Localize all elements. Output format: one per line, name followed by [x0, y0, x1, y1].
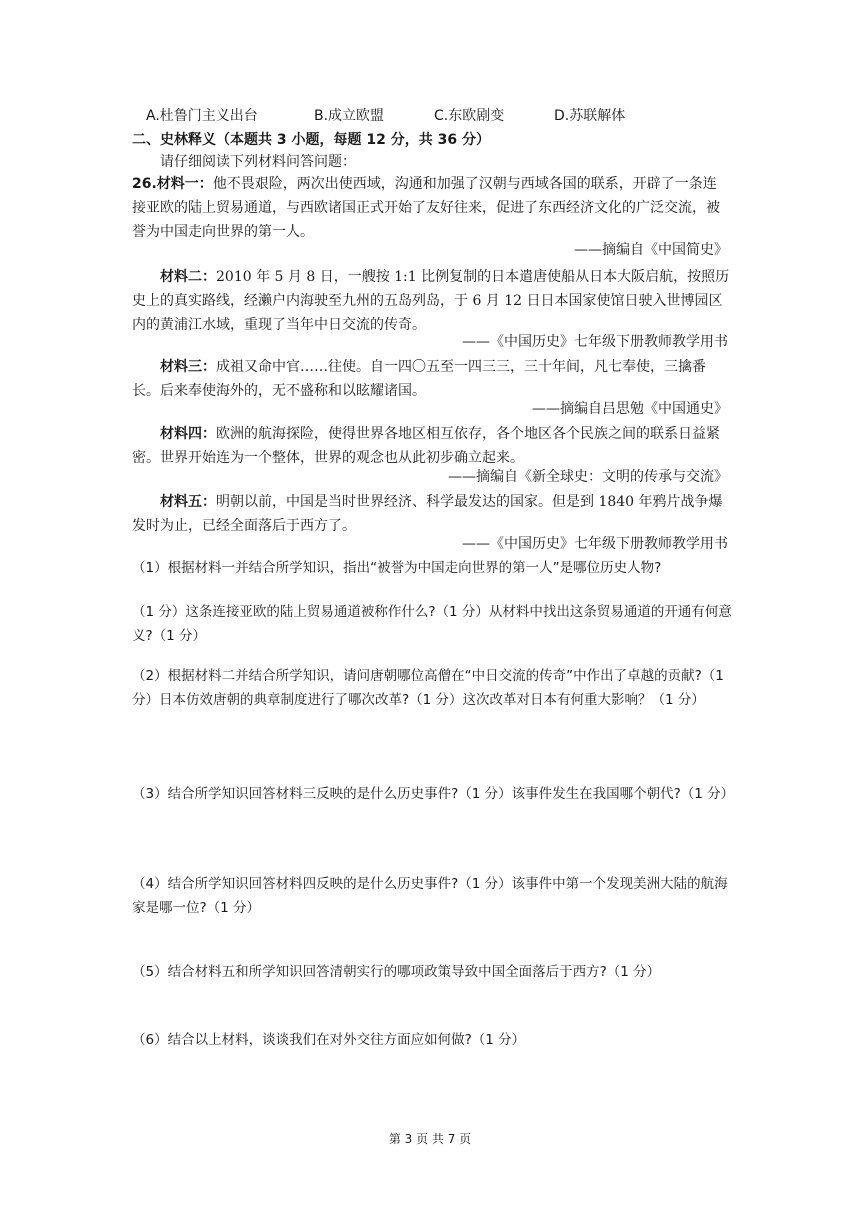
option-a: A.杜鲁门主义出台 — [146, 108, 258, 124]
material-five-label: 材料五： — [160, 494, 216, 510]
question-4: （4）结合所学知识回答材料四反映的是什么历史事件?（1 分）该事件中第一个发现美洲大陆的航海家是哪一位?（1 分） — [132, 876, 728, 916]
option-d: D.苏联解体 — [554, 108, 626, 124]
material-two-label: 材料二： — [160, 269, 216, 285]
question-1: （1）根据材料一并结合所学知识，指出“被誉为中国走向世界的第一人”是哪位历史人物? — [132, 560, 662, 576]
page-footer: 第 3 页 共 7 页 — [388, 1132, 472, 1146]
material-five-text: 明朝以前，中国是当时世界经济、科学最发达的国家。但是到 1840 年鸦片战争爆发时为止，已经全面落后于西方了。 — [132, 494, 723, 534]
material-five — [132, 490, 730, 538]
question-6: （6）结合以上材料，谈谈我们在对外交往方面应如何做?（1 分） — [132, 1032, 526, 1048]
material-four-label: 材料四： — [160, 426, 216, 442]
material-three-source: ——摘编自吕思勉《中国通史》 — [532, 401, 728, 417]
material-four-text: 欧洲的航海探险，使得世界各地区相互依存，各个地区各个民族之间的联系日益紧密。世界开始连为一个整体，世界的观念也从此初步确立起来。 — [132, 426, 720, 466]
question-1-continued: （1 分）这条连接亚欧的陆上贸易通道被称作什么?（1 分）从材料中找出这条贸易通道的开通有何意义?（1 分） — [132, 604, 732, 644]
instruction: 请仔细阅读下列材料问答问题： — [160, 154, 356, 170]
material-one — [132, 172, 730, 244]
material-three — [132, 355, 730, 403]
question-2: （2）根据材料二并结合所学知识，请问唐朝哪位高僧在“中日交流的传奇”中作出了卓越的贡献?（1 分）日本仿效唐朝的典章制度进行了哪次改革?（1 分）这次改革对日本有何重大影响？（1 分） — [132, 668, 724, 708]
material-three-label: 材料三： — [160, 359, 216, 375]
material-two-source: ——《中国历史》七年级下册教师教学用书 — [462, 334, 728, 350]
material-one-text: 他不畏艰险，两次出使西域，沟通和加强了汉朝与西域各国的联系，开辟了一条连接亚欧的陆上贸易通道，与西欧诸国正式开始了友好往来，促进了东西经济文化的广泛交流，被誉为中国走向世界的第一人。 — [132, 176, 720, 240]
option-c: C.东欧剧变 — [434, 108, 505, 124]
material-one-source: ——摘编自《中国简史》 — [574, 242, 728, 258]
option-b: B.成立欧盟 — [314, 108, 385, 124]
material-three-text: 成祖又命中官……往使。自一四〇五至一四三三，三十年间，凡七奉使，三擒番长。后来奉使海外的，无不盛称和以眩耀诸国。 — [132, 359, 706, 399]
material-five-source: ——《中国历史》七年级下册教师教学用书 — [462, 536, 728, 552]
material-four — [132, 422, 730, 470]
material-four-source: ——摘编自《新全球史：文明的传承与交流》 — [448, 469, 728, 485]
question-5: （5）结合材料五和所学知识回答清朝实行的哪项政策导致中国全面落后于西方?（1 分） — [132, 964, 661, 980]
material-one-label: 26.材料一： — [132, 176, 213, 192]
question-3: （3）结合所学知识回答材料三反映的是什么历史事件?（1 分）该事件发生在我国哪个朝代?（1 分） — [132, 786, 735, 802]
material-two-text: 2010 年 5 月 8 日，一艘按 1:1 比例复制的日本遣唐使船从日本大阪启航，按照历史上的真实路线，经濑户内海驶至九州的五岛列岛，于 6 月 12 日日本国家使馆日驶入世博园区内的黄浦江水域，重现了当年中日交流的传奇。 — [132, 269, 730, 333]
section-title: 二、史林释义（本题共 3 小题，每题 12 分，共 36 分） — [132, 132, 490, 148]
material-two — [132, 265, 730, 337]
